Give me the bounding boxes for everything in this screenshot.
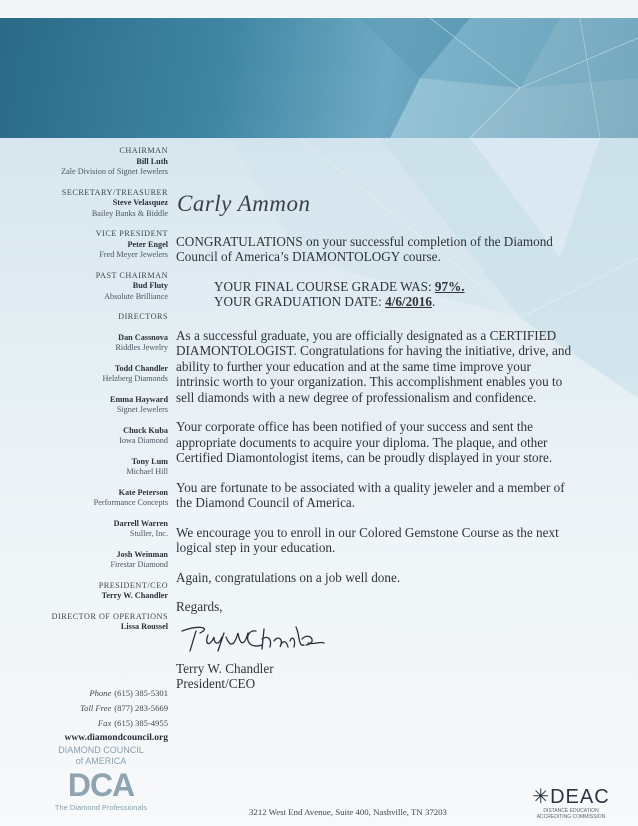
director-name: Chuck Kuba (123, 425, 168, 435)
board-title: CHAIRMAN (119, 146, 168, 155)
footer-address: 3212 West End Avenue, Suite 400, Nashville, TN 37203 (249, 807, 447, 817)
closing: Regards, (176, 599, 223, 614)
director (0, 426, 168, 447)
logo-tagline: The Diamond Professionals (54, 803, 148, 812)
director-affiliation: Michael Hill (126, 467, 168, 476)
phone-line: Phone (615) 385-5301 (89, 688, 168, 698)
director-affiliation: Helzberg Diamonds (102, 374, 168, 383)
director (0, 488, 168, 509)
director-name: Todd Chandler (114, 363, 168, 373)
director-name: Dan Cassnova (118, 332, 168, 342)
board-member (0, 271, 168, 303)
logo-org-line1: DIAMOND COUNCIL (58, 745, 144, 755)
director-affiliation: Iowa Diamond (119, 436, 168, 445)
deac-subtitle: DISTANCE EDUCATION ACCREDITING COMMISSION (536, 808, 606, 820)
deac-logo (526, 786, 616, 820)
board-title: SECRETARY/TREASURER (61, 187, 168, 197)
grade-block (214, 279, 576, 310)
dca-logo (36, 745, 166, 812)
tollfree-number: (877) 283-5669 (114, 703, 168, 713)
officer-title: PRESIDENT/CEO (98, 580, 168, 590)
fax-line: Fax (615) 385-4955 (97, 718, 168, 728)
officer-name: Terry W. Chandler (101, 591, 168, 600)
board-name: Bud Fluty (132, 281, 168, 290)
board-member (0, 229, 168, 261)
director-name: Kate Peterson (118, 487, 168, 497)
director (0, 457, 168, 478)
diamond-graphic (0, 18, 638, 138)
star-icon: ✳ (532, 786, 551, 808)
board-affiliation: Fred Meyer Jewelers (99, 250, 168, 259)
date-value: 4/6/2016 (385, 294, 432, 309)
board-name: Steve Velasquez (112, 198, 168, 207)
director-affiliation: Performance Concepts (93, 498, 168, 507)
letter-paragraph: We encourage you to enroll in our Colored Gemstone Course as the next logical step in your education. (176, 524, 559, 555)
deac-mark: DEAC (550, 786, 610, 808)
director (0, 364, 168, 385)
signer-title: President/CEO (176, 676, 256, 691)
board-sidebar (0, 146, 168, 643)
directors-heading: DIRECTORS (118, 312, 168, 321)
header-banner (0, 18, 638, 138)
website-link[interactable]: www.diamondcouncil.org (64, 733, 168, 743)
board-title: VICE PRESIDENT (95, 229, 168, 238)
board-name: Bill Luth (136, 156, 168, 166)
director-name: Darrell Warren (113, 518, 168, 528)
officer-title: DIRECTOR OF OPERATIONS (51, 611, 168, 621)
grade-value: 97%. (434, 278, 465, 294)
fax-number: (615) 385-4955 (114, 718, 168, 728)
board-affiliation: Zale Division of Signet Jewelers (61, 167, 168, 176)
director-affiliation: Firestar Diamond (110, 560, 168, 569)
board-member (0, 188, 168, 220)
director-affiliation: Signet Jewelers (116, 405, 168, 414)
officer (0, 612, 168, 633)
officer-name: Lissa Roussel (120, 622, 168, 631)
director-affiliation: Stuller, Inc. (129, 529, 168, 538)
letter-paragraph: Your corporate office has been notified of your success and sent the appropriate documents to acquire your diploma. The plaque, and other Certified Diamontologist items, can be proudly displayed in your store. (176, 419, 553, 465)
recipient-name: Carly Ammon (177, 191, 311, 216)
tollfree-line: Toll Free (877) 283-5669 (80, 703, 168, 713)
board-member (0, 146, 168, 178)
contact-block (0, 686, 168, 746)
board-affiliation: Absolute Brilliance (104, 291, 168, 301)
officer (0, 581, 168, 602)
director-affiliation: Riddles Jewelry (115, 343, 168, 352)
letter-paragraph: Again, congratulations on a job well done. (176, 569, 401, 585)
board-name: Peter Engel (127, 239, 168, 249)
director (0, 519, 168, 540)
board-affiliation: Bailey Banks & Biddle (91, 208, 168, 218)
signer-name: Terry W. Chandler (176, 660, 274, 676)
director-name: Josh Weinman (116, 549, 168, 559)
director (0, 395, 168, 416)
logo-org-line2: of AMERICA (75, 756, 127, 766)
logo-monogram: DCA (67, 767, 135, 803)
board-title: PAST CHAIRMAN (95, 270, 168, 280)
director (0, 333, 168, 354)
phone-number: (615) 385-5301 (114, 688, 168, 698)
date-line: YOUR GRADUATION DATE: 4/6/2016. (214, 294, 436, 309)
letter-body (176, 191, 576, 692)
director-name: Emma Hayward (110, 394, 168, 404)
letter-paragraph: As a successful graduate, you are officially designated as a CERTIFIED DIAMONTOLOGIST. Congratulations for having the initiative, drive, and ability to further your education and at the same time improve your intrinsic worth to your organization. This accomplishment enables you to sell diamonds with a new degree of professionalism and confidence. (176, 327, 572, 405)
director-name: Tony Lum (131, 456, 168, 466)
letter-paragraph: You are fortunate to be associated with a quality jeweler and a member of the Diamond Council of America. (176, 479, 565, 510)
signature-image (178, 621, 328, 655)
director (0, 550, 168, 571)
grade-line: YOUR FINAL COURSE GRADE WAS: 97%. (214, 278, 465, 294)
letter-paragraph: CONGRATULATIONS on your successful completion of the Diamond Council of America’s DIAMONTOLOGY course. (176, 233, 553, 264)
